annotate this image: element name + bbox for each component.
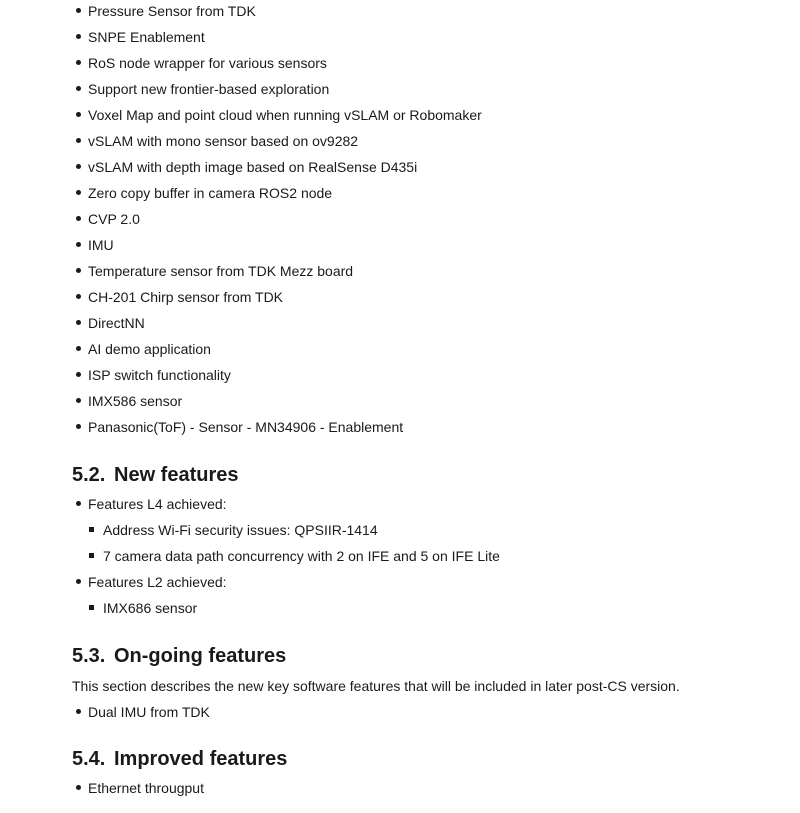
- list-item-text: Support new frontier-based exploration: [88, 81, 330, 97]
- bullet-icon: [76, 398, 81, 403]
- list-item-text: Voxel Map and point cloud when running vSLAM or Robomaker: [88, 107, 482, 123]
- list-item-text: Panasonic(ToF) - Sensor - MN34906 - Enablement: [88, 419, 404, 435]
- bullet-icon: [76, 242, 81, 247]
- section-heading: [72, 462, 239, 488]
- bullet-icon: [76, 164, 81, 169]
- list-item-text: IMX586 sensor: [88, 393, 183, 409]
- list-item-text: vSLAM with depth image based on RealSense D435i: [88, 159, 418, 175]
- section-title: Improved features: [114, 748, 288, 770]
- list-item-text: IMU: [88, 237, 114, 253]
- bullet-icon: [76, 216, 81, 221]
- section-heading: [72, 643, 286, 669]
- bullet-icon: [76, 501, 81, 506]
- list-item-text: CH-201 Chirp sensor from TDK: [88, 289, 284, 305]
- bullet-icon: [76, 346, 81, 351]
- list-item-text: SNPE Enablement: [88, 29, 205, 45]
- sub-list-item-text: IMX686 sensor: [103, 600, 198, 616]
- list-item-text: Pressure Sensor from TDK: [88, 3, 256, 19]
- bullet-icon: [76, 372, 81, 377]
- section-heading: [72, 746, 287, 772]
- bullet-icon: [76, 424, 81, 429]
- bullet-icon: [76, 34, 81, 39]
- section-description: This section describes the new key software features that will be included in later post-CS version.: [72, 678, 680, 694]
- section-title: On-going features: [114, 645, 287, 667]
- bullet-icon: [76, 86, 81, 91]
- list-item-text: Ethernet througput: [88, 780, 204, 796]
- list-item-text: CVP 2.0: [88, 211, 140, 227]
- list-item-text: Features L4 achieved:: [88, 496, 227, 512]
- bullet-icon: [76, 112, 81, 117]
- list-item-text: Temperature sensor from TDK Mezz board: [88, 263, 354, 279]
- sub-list-item-text: 7 camera data path concurrency with 2 on IFE and 5 on IFE Lite: [103, 548, 500, 564]
- list-item-text: Features L2 achieved:: [88, 574, 227, 590]
- square-bullet-icon: [89, 605, 94, 610]
- section-number: 5.4.: [72, 748, 106, 770]
- bullet-icon: [76, 268, 81, 273]
- square-bullet-icon: [89, 527, 94, 532]
- list-item-text: Dual IMU from TDK: [88, 704, 210, 720]
- bullet-icon: [76, 579, 81, 584]
- bullet-icon: [76, 8, 81, 13]
- list-item-text: AI demo application: [88, 341, 211, 357]
- section-number: 5.2.: [72, 464, 106, 486]
- bullet-icon: [76, 709, 81, 714]
- section-number: 5.3.: [72, 645, 106, 667]
- list-item-text: vSLAM with mono sensor based on ov9282: [88, 133, 359, 149]
- bullet-icon: [76, 138, 81, 143]
- list-item-text: Zero copy buffer in camera ROS2 node: [88, 185, 333, 201]
- list-item-text: RoS node wrapper for various sensors: [88, 55, 327, 71]
- bullet-icon: [76, 60, 81, 65]
- bullet-icon: [76, 294, 81, 299]
- square-bullet-icon: [89, 553, 94, 558]
- bullet-icon: [76, 785, 81, 790]
- bullet-icon: [76, 320, 81, 325]
- list-item-text: ISP switch functionality: [88, 367, 231, 383]
- sub-list-item-text: Address Wi-Fi security issues: QPSIIR-1414: [103, 522, 378, 538]
- section-title: New features: [114, 464, 239, 486]
- list-item-text: DirectNN: [88, 315, 145, 331]
- bullet-icon: [76, 190, 81, 195]
